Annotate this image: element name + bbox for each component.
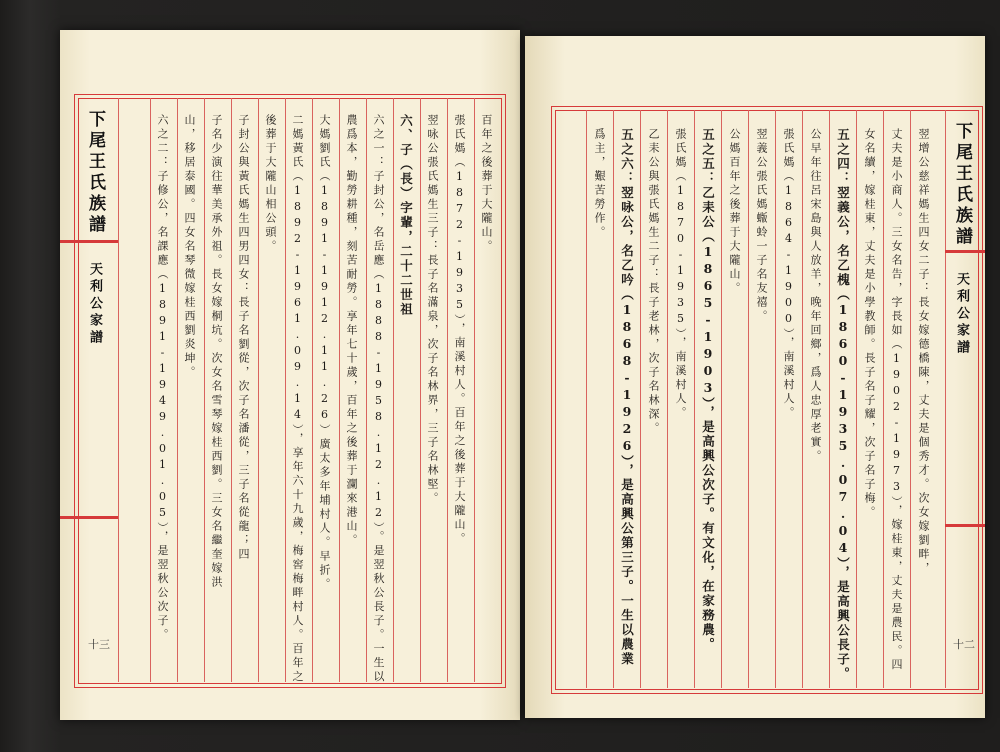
column-rule — [474, 98, 475, 682]
text-column: 大媽劉氏（1891-1912.11.26）廣太多年埔村人。早折。 — [318, 114, 331, 592]
text-column: 女名續，嫁桂東，丈夫是小學教師。長子名子耀，次子名子梅。 — [863, 128, 876, 520]
column-rule — [775, 110, 776, 688]
column-rule — [339, 98, 340, 682]
left-spine-band-bottom — [60, 516, 118, 519]
column-rule — [910, 110, 911, 688]
right-spine-band-top — [945, 250, 985, 253]
column-rule — [447, 98, 448, 682]
text-column: 張氏媽（1864-1900），南溪村人。 — [782, 128, 795, 421]
left-spine-rule — [118, 98, 119, 682]
column-rule — [883, 110, 884, 688]
column-rule — [721, 110, 722, 688]
column-rule — [613, 110, 614, 688]
column-rule — [177, 98, 178, 682]
column-rule — [204, 98, 205, 682]
text-column: 二媽黃氏（1892-1961.09.14），享年六十九歲，梅窖梅畔村人。百年之 — [291, 114, 304, 685]
text-column: 子封公與黃氏媽生四男四女：長子名劉從，次子名潘從，三子名從龍；四 — [237, 114, 250, 562]
text-column: 翌增公慈祥媽生四女二子：長女嫁德橋陳，丈夫是個秀才。次女嫁劉畔， — [917, 128, 930, 576]
text-column: 山，移居泰國。四女名琴微嫁桂西劉炎坤。 — [183, 114, 196, 380]
generation-heading: 六、子（長）字輩，二十二世祖 — [398, 114, 414, 317]
text-column: 六之一：子封公，名岳應（1888-1958.12.12）。是翌秋公長子。一生以 — [372, 114, 385, 685]
column-rule — [667, 110, 668, 688]
text-column: 六之二：子修公，名課應（1891-1949.01.05），是翌秋公次子。 — [156, 114, 169, 643]
column-rule — [312, 98, 313, 682]
text-column: 張氏媽（1870-1935），南溪村人。 — [674, 128, 687, 421]
text-column: 爲主，艱苦勞作。 — [593, 128, 606, 240]
section-heading: 五之六：翌咏公，名乙吟（1868-1926），是高興公第三子。一生以農業 — [619, 128, 635, 667]
column-rule — [640, 110, 641, 688]
left-page-number: 十三 — [88, 638, 110, 651]
text-column: 百年之後葬于大隴山。 — [480, 114, 493, 254]
column-rule — [393, 98, 394, 682]
column-rule — [285, 98, 286, 682]
book-subtitle-left: 天利公家譜 — [87, 262, 102, 347]
right-spine-band-bottom — [945, 524, 985, 527]
column-rule — [856, 110, 857, 688]
right-spine-rule — [945, 110, 946, 688]
left-spine-band-top — [60, 240, 118, 243]
text-column: 公早年往呂宋島與人放羊，晚年回鄉，爲人忠厚老實。 — [809, 128, 822, 464]
section-heading: 五之五：乙耒公（1865-1903），是高興公次子。有文化，在家務農。 — [700, 128, 716, 652]
column-rule — [258, 98, 259, 682]
right-page-number: 十二 — [953, 638, 975, 651]
column-rule — [586, 110, 587, 688]
section-heading: 五之四：翌義公，名乙槐（1860-1935.07.04），是高興公長子。 — [835, 128, 851, 682]
column-rule — [420, 98, 421, 682]
text-column: 翌咏公張氏媽生三子：長子名滿泉，次子名林界，三子名林堅。 — [426, 114, 439, 506]
column-rule — [829, 110, 830, 688]
book-subtitle-right: 天利公家譜 — [954, 272, 969, 357]
text-column: 子名少演往華美承外祖。長女嫁桐坑。次女名雪琴嫁桂西劉。三女名繼奎嫁洪 — [210, 114, 223, 590]
column-rule — [366, 98, 367, 682]
text-column: 張氏媽（1872-1935），南溪村人。百年之後葬于大隴山。 — [453, 114, 466, 547]
text-column: 農爲本，勤勞耕種，刻苦耐勞。享年七十歲，百年之後葬于瀾來港山。 — [345, 114, 358, 548]
right-page — [525, 36, 985, 718]
text-column: 丈夫是小商人。三女名告，字長如（1902-1973），嫁桂東，丈夫是農民。四 — [890, 128, 903, 673]
column-rule — [802, 110, 803, 688]
text-column: 翌義公張氏媽蝂蛉一子名友禧。 — [755, 128, 768, 324]
text-column: 乙耒公與張氏媽生二子：長子老林，次子名林深。 — [647, 128, 660, 436]
left-page — [60, 30, 520, 720]
text-column: 公媽百年之後葬于大隴山。 — [728, 128, 741, 296]
column-rule — [694, 110, 695, 688]
book-title-right: 下尾王氏族譜 — [952, 122, 972, 248]
column-rule — [748, 110, 749, 688]
column-rule — [150, 98, 151, 682]
text-column: 後葬于大隴山相公頭。 — [264, 114, 277, 254]
column-rule — [231, 98, 232, 682]
book-title-left: 下尾王氏族譜 — [85, 110, 105, 236]
